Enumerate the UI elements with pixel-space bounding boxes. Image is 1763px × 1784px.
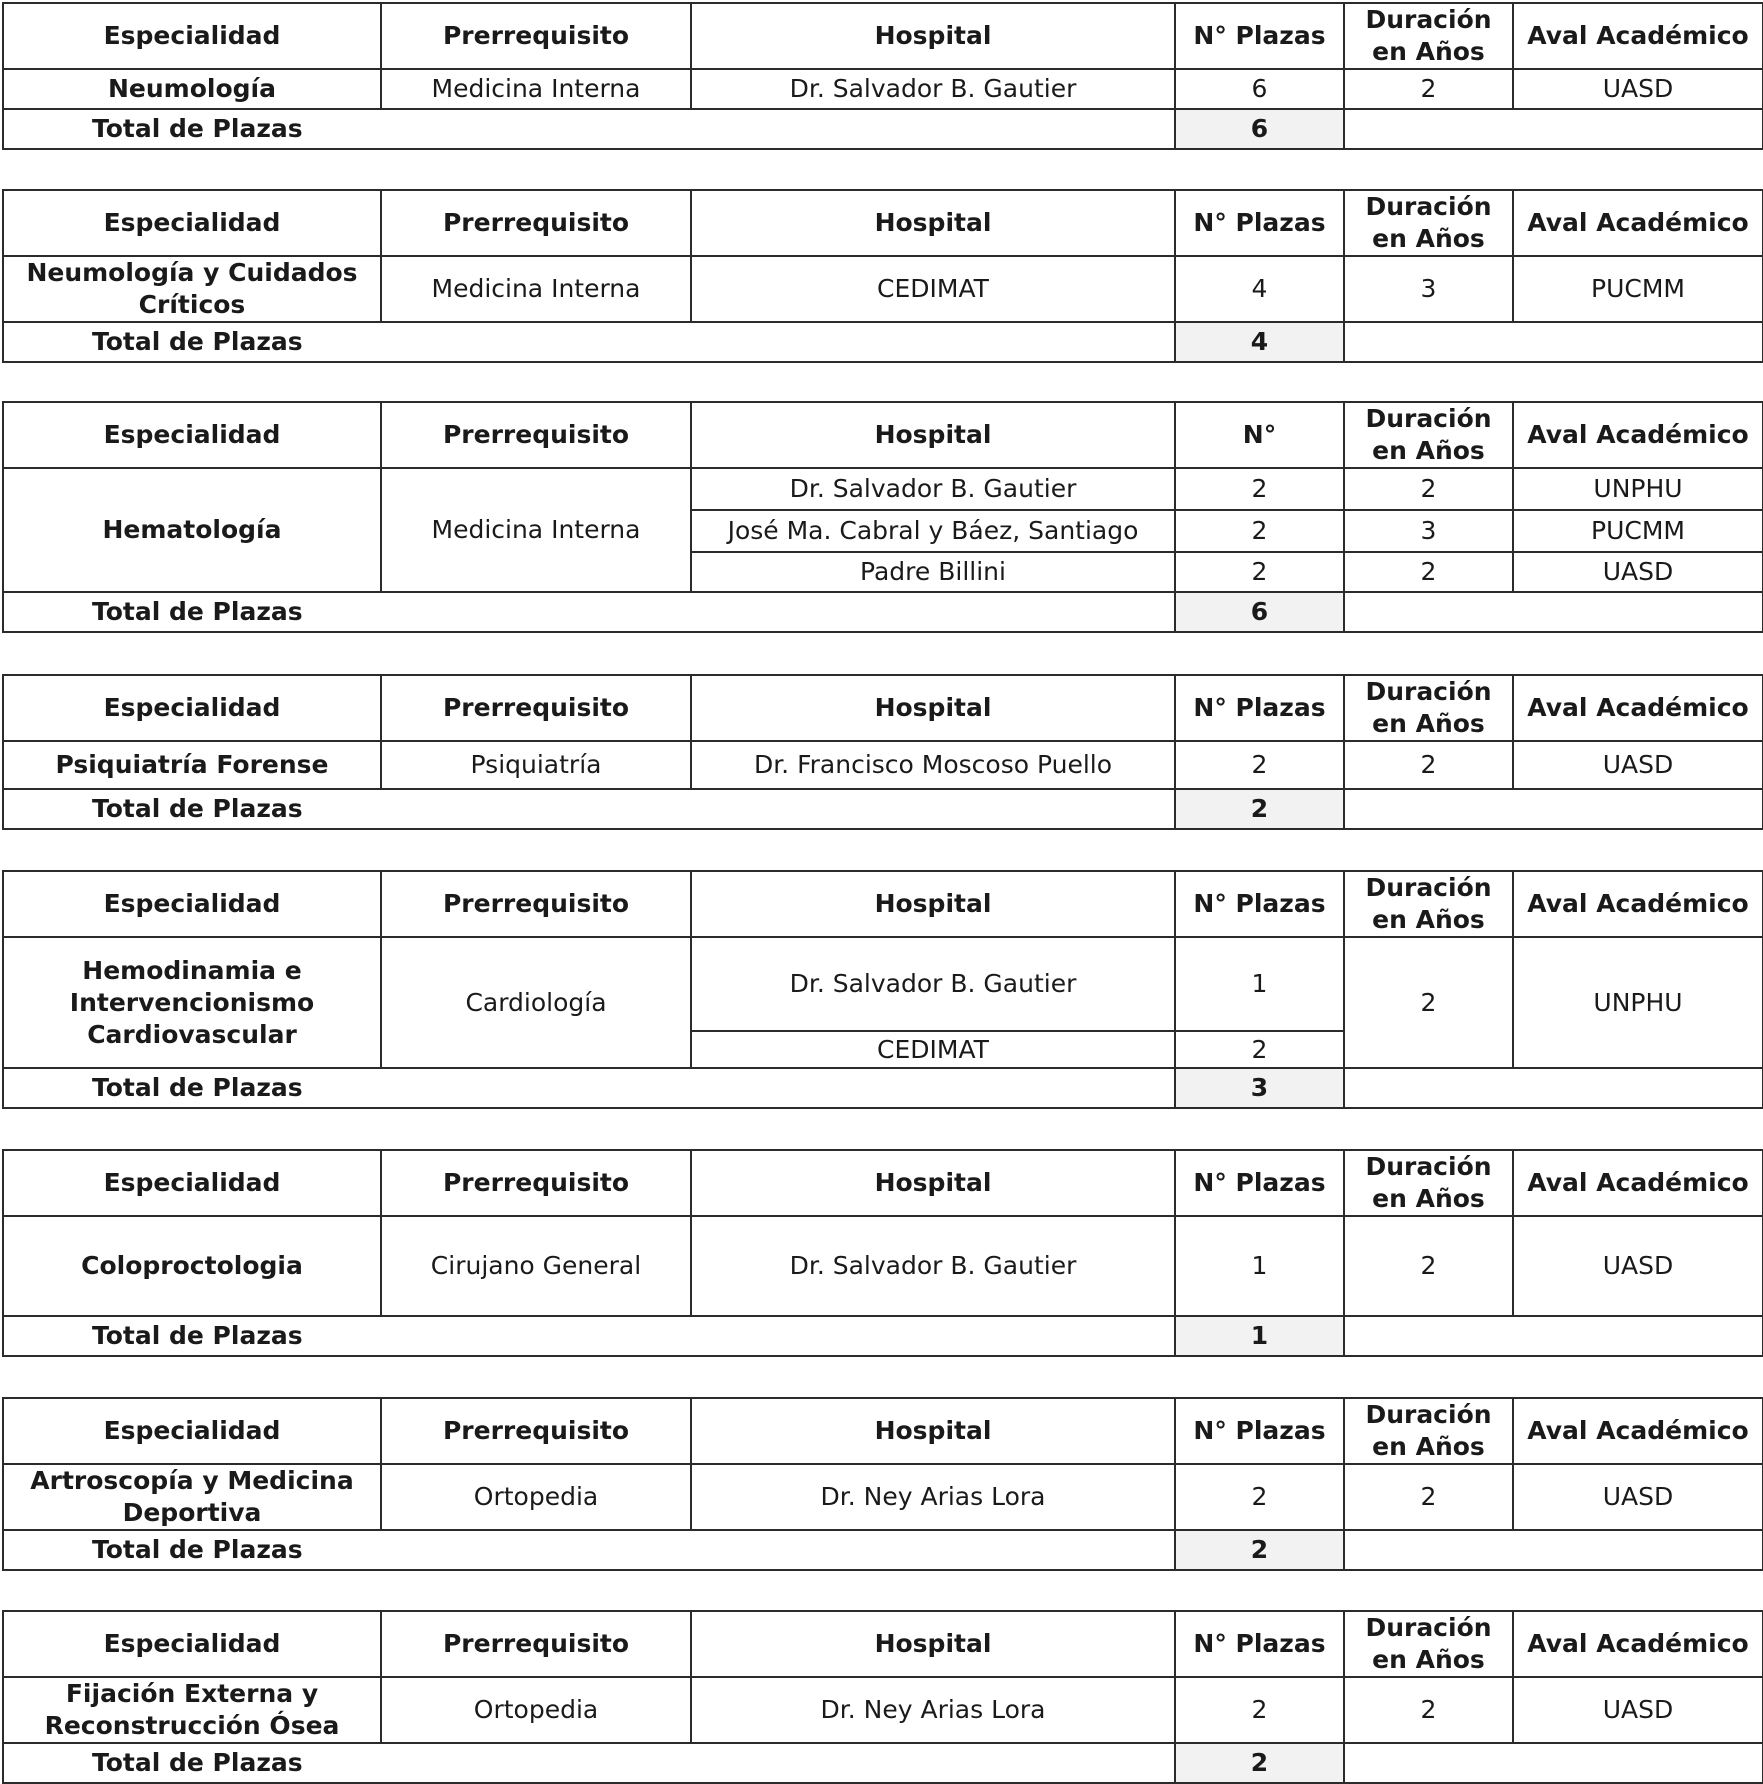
duracion-cell: 3 [1344,256,1513,322]
plazas-cell: 1 [1175,1216,1344,1316]
total-label: Total de Plazas [3,1743,1175,1783]
header-aval: Aval Académico [1513,402,1763,468]
header-row [3,871,1763,937]
especialidad-cell: Fijación Externa y Reconstrucción Ósea [3,1677,381,1743]
aval-cell: UASD [1513,552,1763,592]
prerrequisito-cell: Medicina Interna [381,69,691,109]
header-row [3,1398,1763,1464]
header-hospital: Hospital [691,3,1175,69]
duracion-cell: 2 [1344,1464,1513,1530]
header-duracion: Duración en Años [1344,1398,1513,1464]
duracion-cell: 2 [1344,552,1513,592]
plazas-cell: 1 [1175,937,1344,1031]
total-value: 6 [1175,109,1344,149]
header-duracion: Duración en Años [1344,1611,1513,1677]
table-row [3,937,1763,1031]
total-empty-cell [1344,592,1763,632]
table-fijacion-externa [2,1610,1763,1784]
header-duracion: Duración en Años [1344,1150,1513,1216]
header-duracion: Duración en Años [1344,675,1513,741]
especialidad-cell: Hemodinamia e Intervencionismo Cardiovascular [3,937,381,1068]
total-label: Total de Plazas [3,109,1175,149]
header-especialidad: Especialidad [3,402,381,468]
total-label: Total de Plazas [3,1316,1175,1356]
especialidad-cell: Coloproctologia [3,1216,381,1316]
header-duracion: Duración en Años [1344,871,1513,937]
table-row [3,1677,1763,1743]
header-hospital: Hospital [691,871,1175,937]
plazas-cell: 2 [1175,1677,1344,1743]
total-empty-cell [1344,1530,1763,1570]
total-value: 1 [1175,1316,1344,1356]
table-row [3,741,1763,789]
header-prerrequisito: Prerrequisito [381,1611,691,1677]
prerrequisito-cell: Medicina Interna [381,468,691,592]
header-especialidad: Especialidad [3,3,381,69]
total-value: 2 [1175,1743,1344,1783]
total-row [3,109,1763,149]
total-value: 6 [1175,592,1344,632]
duracion-cell: 2 [1344,741,1513,789]
table-neumologia [2,2,1763,150]
hospital-cell: Dr. Salvador B. Gautier [691,468,1175,510]
header-aval: Aval Académico [1513,1398,1763,1464]
duracion-cell: 3 [1344,510,1513,552]
header-plazas: N° Plazas [1175,1611,1344,1677]
duracion-cell: 2 [1344,69,1513,109]
plazas-cell: 2 [1175,1464,1344,1530]
duracion-cell: 2 [1344,1216,1513,1316]
header-especialidad: Especialidad [3,1398,381,1464]
aval-cell: UASD [1513,1464,1763,1530]
total-value: 2 [1175,789,1344,829]
header-row [3,1611,1763,1677]
header-prerrequisito: Prerrequisito [381,675,691,741]
aval-cell: UASD [1513,1216,1763,1316]
especialidad-cell: Neumología [3,69,381,109]
header-aval: Aval Académico [1513,3,1763,69]
header-prerrequisito: Prerrequisito [381,1150,691,1216]
header-hospital: Hospital [691,402,1175,468]
total-empty-cell [1344,1068,1763,1108]
plazas-cell: 2 [1175,741,1344,789]
total-row [3,789,1763,829]
header-duracion: Duración en Años [1344,190,1513,256]
table-row [3,69,1763,109]
aval-cell: UNPHU [1513,937,1763,1068]
hospital-cell: Dr. Salvador B. Gautier [691,1216,1175,1316]
total-row [3,1068,1763,1108]
plazas-cell: 4 [1175,256,1344,322]
total-empty-cell [1344,322,1763,362]
header-hospital: Hospital [691,1150,1175,1216]
total-row [3,1530,1763,1570]
table-row [3,468,1763,510]
header-especialidad: Especialidad [3,675,381,741]
hospital-cell: Dr. Salvador B. Gautier [691,69,1175,109]
header-prerrequisito: Prerrequisito [381,871,691,937]
plazas-cell: 6 [1175,69,1344,109]
header-plazas: N° [1175,402,1344,468]
header-especialidad: Especialidad [3,190,381,256]
total-label: Total de Plazas [3,1530,1175,1570]
duracion-cell: 2 [1344,937,1513,1068]
total-empty-cell [1344,789,1763,829]
total-row [3,1316,1763,1356]
duracion-cell: 2 [1344,468,1513,510]
header-hospital: Hospital [691,1398,1175,1464]
plazas-cell: 2 [1175,468,1344,510]
prerrequisito-cell: Psiquiatría [381,741,691,789]
prerrequisito-cell: Cirujano General [381,1216,691,1316]
header-prerrequisito: Prerrequisito [381,402,691,468]
header-row [3,675,1763,741]
header-especialidad: Especialidad [3,871,381,937]
header-hospital: Hospital [691,190,1175,256]
header-aval: Aval Académico [1513,871,1763,937]
header-plazas: N° Plazas [1175,1150,1344,1216]
especialidad-cell: Neumología y Cuidados Críticos [3,256,381,322]
header-aval: Aval Académico [1513,190,1763,256]
table-hemodinamia [2,870,1763,1109]
prerrequisito-cell: Medicina Interna [381,256,691,322]
header-row [3,1150,1763,1216]
total-row [3,322,1763,362]
header-duracion: Duración en Años [1344,402,1513,468]
header-row [3,402,1763,468]
hospital-cell: Dr. Francisco Moscoso Puello [691,741,1175,789]
table-artroscopia [2,1397,1763,1571]
header-plazas: N° Plazas [1175,3,1344,69]
table-hematologia [2,401,1763,633]
total-empty-cell [1344,109,1763,149]
hospital-cell: CEDIMAT [691,1031,1175,1068]
total-label: Total de Plazas [3,592,1175,632]
header-plazas: N° Plazas [1175,1398,1344,1464]
prerrequisito-cell: Cardiología [381,937,691,1068]
header-plazas: N° Plazas [1175,871,1344,937]
header-duracion: Duración en Años [1344,3,1513,69]
hospital-cell: Padre Billini [691,552,1175,592]
header-hospital: Hospital [691,675,1175,741]
header-prerrequisito: Prerrequisito [381,190,691,256]
header-prerrequisito: Prerrequisito [381,1398,691,1464]
aval-cell: PUCMM [1513,256,1763,322]
especialidad-cell: Artroscopía y Medicina Deportiva [3,1464,381,1530]
hospital-cell: Dr. Ney Arias Lora [691,1677,1175,1743]
prerrequisito-cell: Ortopedia [381,1677,691,1743]
hospital-cell: Dr. Ney Arias Lora [691,1464,1175,1530]
table-coloproctologia [2,1149,1763,1357]
especialidad-cell: Psiquiatría Forense [3,741,381,789]
plazas-cell: 2 [1175,552,1344,592]
plazas-cell: 2 [1175,510,1344,552]
header-plazas: N° Plazas [1175,675,1344,741]
header-aval: Aval Académico [1513,675,1763,741]
total-empty-cell [1344,1743,1763,1783]
table-psiquiatria-forense [2,674,1763,830]
table-row [3,1216,1763,1316]
header-hospital: Hospital [691,1611,1175,1677]
total-value: 3 [1175,1068,1344,1108]
aval-cell: UNPHU [1513,468,1763,510]
aval-cell: UASD [1513,741,1763,789]
aval-cell: PUCMM [1513,510,1763,552]
plazas-cell: 2 [1175,1031,1344,1068]
header-aval: Aval Académico [1513,1150,1763,1216]
header-row [3,3,1763,69]
total-label: Total de Plazas [3,1068,1175,1108]
hospital-cell: CEDIMAT [691,256,1175,322]
total-label: Total de Plazas [3,322,1175,362]
aval-cell: UASD [1513,69,1763,109]
table-row [3,256,1763,322]
header-plazas: N° Plazas [1175,190,1344,256]
especialidad-cell: Hematología [3,468,381,592]
total-row [3,592,1763,632]
total-empty-cell [1344,1316,1763,1356]
total-label: Total de Plazas [3,789,1175,829]
total-value: 4 [1175,322,1344,362]
total-row [3,1743,1763,1783]
header-especialidad: Especialidad [3,1611,381,1677]
header-aval: Aval Académico [1513,1611,1763,1677]
table-row [3,1464,1763,1530]
hospital-cell: Dr. Salvador B. Gautier [691,937,1175,1031]
hospital-cell: José Ma. Cabral y Báez, Santiago [691,510,1175,552]
duracion-cell: 2 [1344,1677,1513,1743]
header-prerrequisito: Prerrequisito [381,3,691,69]
total-value: 2 [1175,1530,1344,1570]
prerrequisito-cell: Ortopedia [381,1464,691,1530]
header-especialidad: Especialidad [3,1150,381,1216]
aval-cell: UASD [1513,1677,1763,1743]
header-row [3,190,1763,256]
table-neumologia-cuidados-criticos [2,189,1763,363]
